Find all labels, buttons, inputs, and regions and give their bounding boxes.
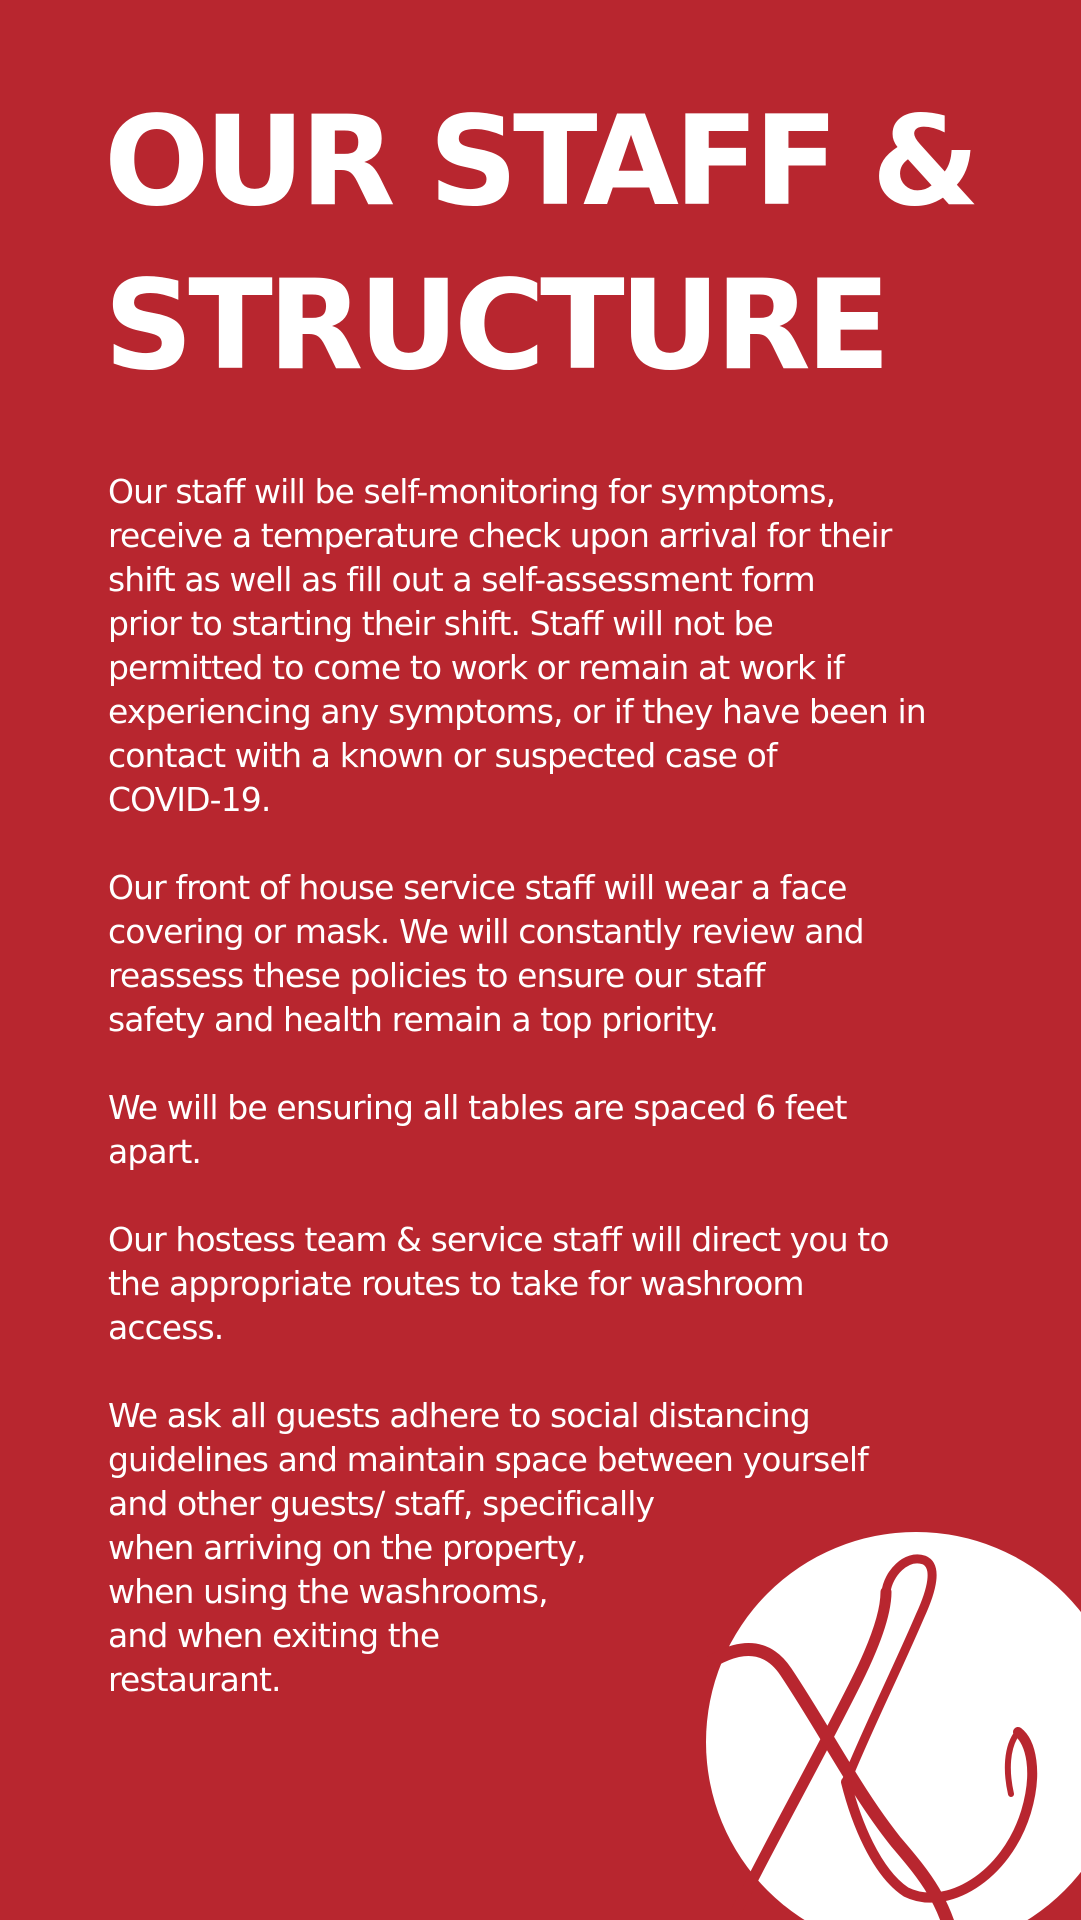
text-line: Our hostess team & service staff will direct you to	[108, 1220, 889, 1259]
text-line: guidelines and maintain space between yourself	[108, 1440, 868, 1479]
text-line: and other guests/ staff, specifically	[108, 1484, 655, 1523]
text-line: receive a temperature check upon arrival for their	[108, 516, 892, 555]
text-line: prior to starting their shift. Staff will not be	[108, 604, 773, 643]
text-line: COVID-19.	[108, 780, 271, 819]
script-h-monogram-icon	[706, 1532, 1081, 1920]
title-line-2: STRUCTURE	[104, 254, 886, 398]
paragraph-washroom-access	[108, 1218, 1008, 1350]
text-line: and when exiting the	[108, 1616, 440, 1655]
text-line: when arriving on the property,	[108, 1528, 586, 1567]
text-line: access.	[108, 1308, 224, 1347]
paragraph-staff-monitoring	[108, 470, 1008, 822]
text-line: Our front of house service staff will wear a face	[108, 868, 847, 907]
title-line-1: OUR STAFF &	[104, 90, 975, 234]
text-line: apart.	[108, 1132, 201, 1171]
text-line: the appropriate routes to take for washroom	[108, 1264, 804, 1303]
text-line: safety and health remain a top priority.	[108, 1000, 719, 1039]
text-line: when using the washrooms,	[108, 1572, 548, 1611]
text-line: restaurant.	[108, 1660, 281, 1699]
text-line: contact with a known or suspected case of	[108, 736, 777, 775]
text-line: covering or mask. We will constantly review and	[108, 912, 864, 951]
text-line: reassess these policies to ensure our staff	[108, 956, 765, 995]
text-line: shift as well as fill out a self-assessment form	[108, 560, 815, 599]
page-title	[104, 80, 1044, 408]
text-line: experiencing any symptoms, or if they have been in	[108, 692, 926, 731]
paragraph-table-spacing	[108, 1086, 1008, 1174]
text-line: permitted to come to work or remain at work if	[108, 648, 844, 687]
text-line: We ask all guests adhere to social distancing	[108, 1396, 810, 1435]
paragraph-face-coverings	[108, 866, 1008, 1042]
text-line: Our staff will be self-monitoring for symptoms,	[108, 472, 836, 511]
text-line: We will be ensuring all tables are spaced 6 feet	[108, 1088, 847, 1127]
